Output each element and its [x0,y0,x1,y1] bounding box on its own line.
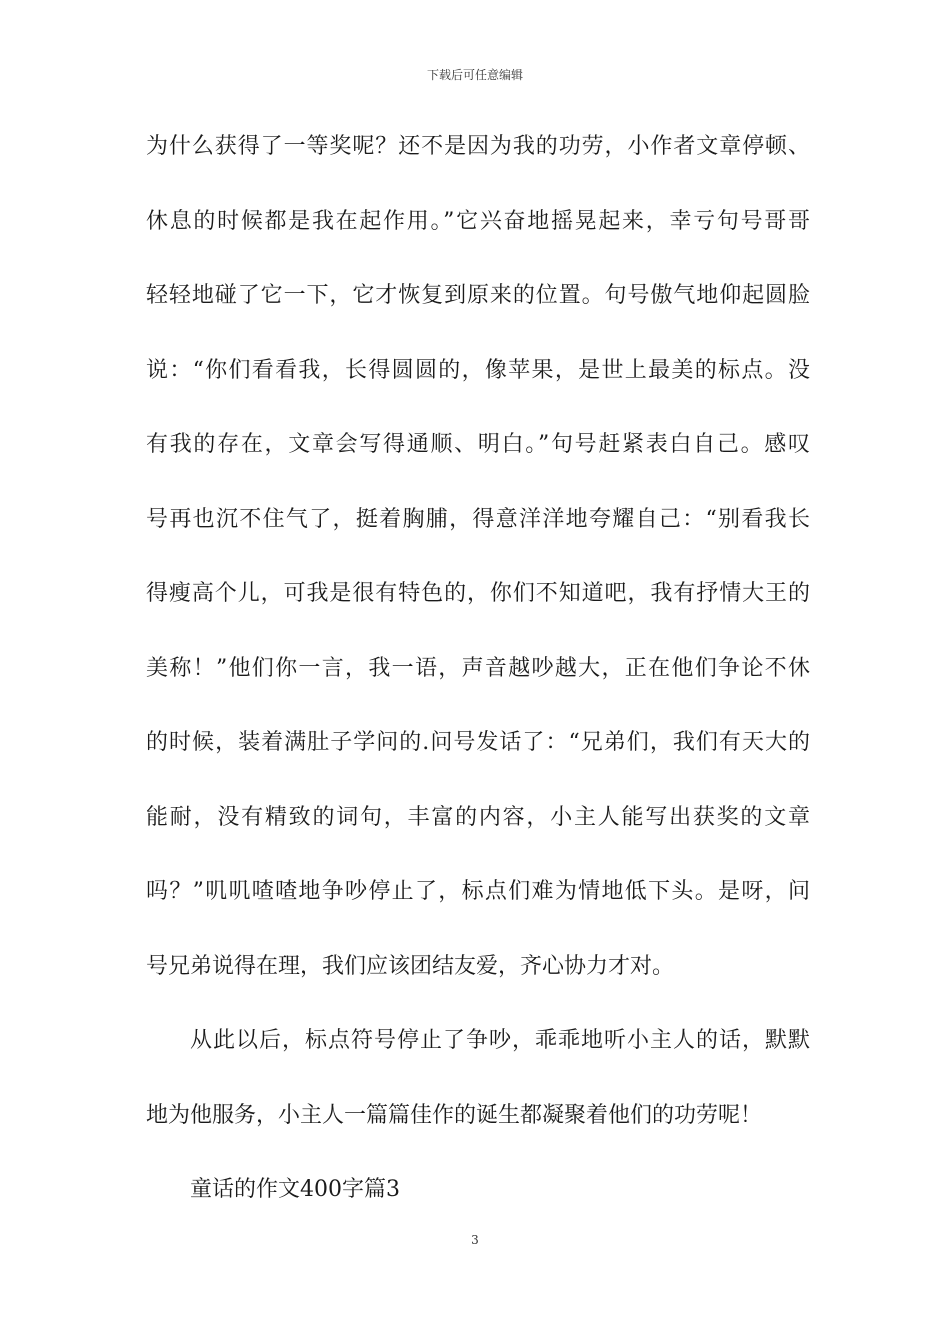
body-line-6: 号再也沉不住气了，挺着胸脯，得意洋洋地夸耀自己：“别看我长 [146,506,810,532]
body-line-8: 美称！”他们你一言，我一语，声音越吵越大，正在他们争论不休 [146,655,810,681]
section-heading: 童话的作文400字篇3 [190,1177,400,1202]
body-line-12: 号兄弟说得在理，我们应该团结友爱，齐心协力才对。 [146,953,675,979]
body-line-9: 的时候，装着满肚子学问的.问号发话了：“兄弟们，我们有天大的 [146,730,810,755]
body-line-3: 轻轻地碰了它一下，它才恢复到原来的位置。句号傲气地仰起圆脸 [146,283,810,308]
body-line-11: 吗？”叽叽喳喳地争吵停止了，标点们难为情地低下头。是呀，问 [146,879,810,904]
body-line-1: 为什么获得了一等奖呢？还不是因为我的功劳，小作者文章停顿、 [146,134,810,159]
body-line-4: 说：“你们看看我，长得圆圆的，像苹果，是世上最美的标点。没 [146,357,810,383]
body-line-10: 能耐，没有精致的词句，丰富的内容，小主人能写出获奖的文章 [146,804,810,830]
page-header: 下载后可任意编辑 [426,68,523,82]
body-line-5: 有我的存在，文章会写得通顺、明白。”句号赶紧表白自己。感叹 [146,432,810,457]
page-number: 3 [471,1233,479,1247]
body-line-13: 从此以后，标点符号停止了争吵，乖乖地听小主人的话，默默 [190,1028,810,1053]
document-body [146,128,810,1246]
body-line-2: 休息的时候都是我在起作用。”它兴奋地摇晃起来，幸亏句号哥哥 [146,208,810,234]
body-line-14: 地为他服务，小主人一篇篇佳作的诞生都凝聚着他们的功劳呢！ [146,1102,763,1128]
body-line-7: 得瘦高个儿，可我是很有特色的，你们不知道吧，我有抒情大王的 [146,581,810,606]
